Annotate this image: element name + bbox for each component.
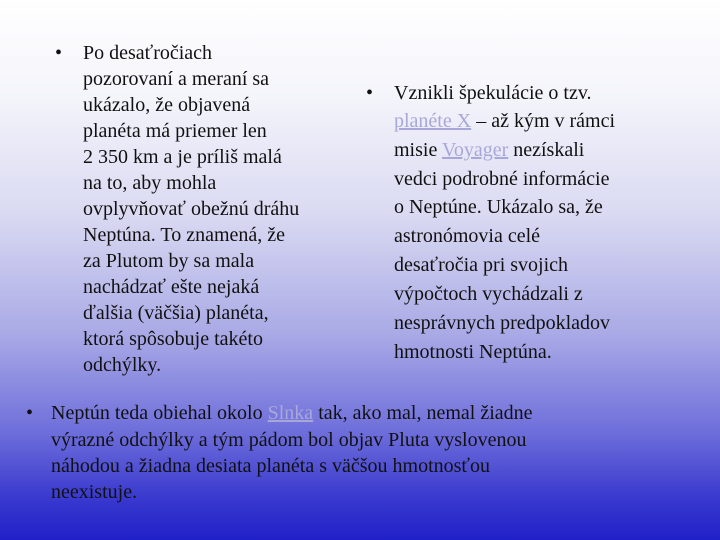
bottom-line-2: výrazné odchýlky a tým pádom bol objav Pluta vyslovenou xyxy=(51,429,527,451)
left-line-2: pozorovaní a meraní sa xyxy=(83,68,270,90)
bottom-line-4: neexistuje. xyxy=(51,481,138,503)
left-line-13: odchýlky. xyxy=(83,354,162,376)
left-line-3: ukázalo, že objavená xyxy=(83,94,251,116)
left-line-4: planéta má priemer len xyxy=(83,120,267,142)
left-line-11: ďalšia (väčšia) planéta, xyxy=(83,302,269,324)
left-line-1: Po desaťročiach xyxy=(83,42,213,64)
right-line-10: hmotnosti Neptúna. xyxy=(394,341,552,363)
left-line-8: Neptúna. To znamená, že xyxy=(83,224,286,246)
left-line-10: nachádzať ešte nejaká xyxy=(83,276,260,298)
right-line-8: výpočtoch vychádzali z xyxy=(394,283,583,305)
left-line-9: za Plutom by sa mala xyxy=(83,250,255,272)
right-line-3-post: nezískali xyxy=(508,139,585,161)
right-line-3 xyxy=(394,140,584,160)
left-line-6: na to, aby mohla xyxy=(83,172,217,194)
right-line-5: o Neptúne. Ukázalo sa, že xyxy=(394,196,603,218)
left-bullet-marker: • xyxy=(55,42,63,64)
bottom-line-1 xyxy=(51,403,533,423)
voyager-link[interactable]: Voyager xyxy=(441,139,509,161)
right-bullet-marker: • xyxy=(366,82,374,104)
bottom-line-1-pre: Neptún teda obiehal okolo xyxy=(51,402,268,424)
left-line-12: ktorá spôsobuje takéto xyxy=(83,328,263,350)
planete-x-link[interactable]: planéte X xyxy=(394,110,472,132)
bottom-line-1-post: tak, ako mal, nemal žiadne xyxy=(313,402,533,424)
right-line-2 xyxy=(394,111,615,131)
bottom-bullet-marker: • xyxy=(26,402,34,424)
right-line-2-rest: – až kým v rámci xyxy=(471,110,616,132)
right-line-6: astronómovia celé xyxy=(394,225,541,247)
bottom-line-3: náhodou a žiadna desiata planéta s väčšou hmotnosťou xyxy=(51,455,490,477)
right-line-3-pre: misie xyxy=(394,139,442,161)
left-line-5: 2 350 km a je príliš malá xyxy=(83,146,282,168)
slnka-link[interactable]: Slnka xyxy=(267,402,314,424)
right-line-4: vedci podrobné informácie xyxy=(394,168,610,190)
right-line-9: nesprávnych predpokladov xyxy=(394,312,611,334)
right-line-7: desaťročia pri svojich xyxy=(394,254,569,276)
left-line-7: ovplyvňovať obežnú dráhu xyxy=(83,198,300,220)
right-line-1: Vznikli špekulácie o tzv. xyxy=(394,82,592,104)
